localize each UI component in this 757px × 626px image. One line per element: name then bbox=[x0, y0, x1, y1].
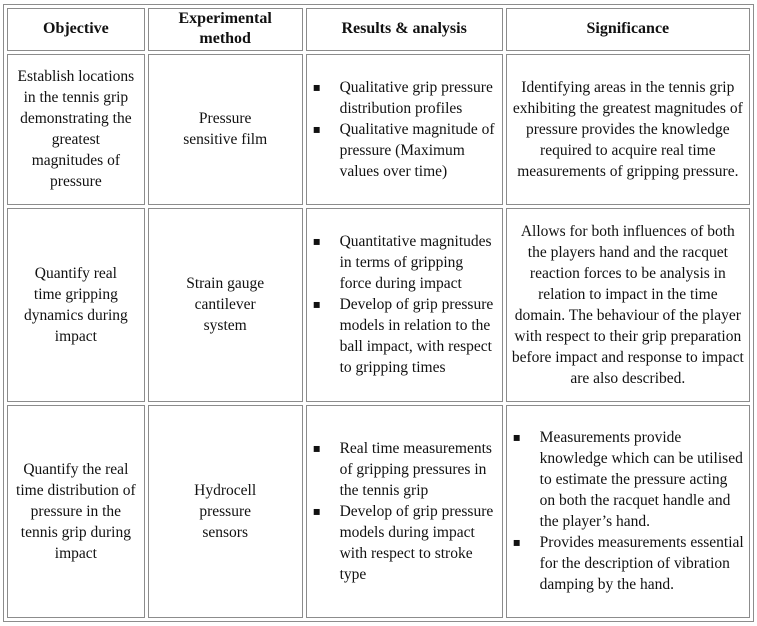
significance-cell: Identifying areas in the tennis grip exhibiting the greatest magnitudes of pressure provides the knowledge required to acquire real time measurements of gripping pressure. bbox=[506, 54, 750, 205]
significance-cell bbox=[506, 405, 750, 618]
table-row bbox=[7, 405, 750, 618]
table-row bbox=[7, 54, 750, 205]
result-bullet: ▪ Real time measurements of gripping pressures in the tennis grip bbox=[312, 438, 497, 501]
objective-cell: Quantify real time gripping dynamics during impact bbox=[7, 208, 145, 402]
method-cell: Strain gauge cantilever system bbox=[148, 208, 303, 402]
objective-cell: Establish locations in the tennis grip demonstrating the greatest magnitudes of pressure bbox=[7, 54, 145, 205]
significance-bullet: ▪ Provides measurements essential for the description of vibration damping by the hand. bbox=[512, 532, 744, 595]
header-significance: Significance bbox=[506, 8, 750, 51]
significance-bullet: ▪ Measurements provide knowledge which can be utilised to estimate the pressure acting on both the racquet handle and the player’s hand. bbox=[512, 427, 744, 532]
results-cell bbox=[306, 405, 503, 618]
result-bullet: ▪ Qualitative grip pressure distribution profiles bbox=[312, 77, 497, 119]
significance-cell: Allows for both influences of both the players hand and the racquet reaction forces to be analysis in relation to impact in the time domain. The behaviour of the player with respect to their grip preparation before impact and response to impact are also described. bbox=[506, 208, 750, 402]
results-cell bbox=[306, 208, 503, 402]
summary-table bbox=[3, 4, 754, 622]
objective-cell: Quantify the real time distribution of pressure in the tennis grip during impact bbox=[7, 405, 145, 618]
method-cell: Hydrocell pressure sensors bbox=[148, 405, 303, 618]
header-row bbox=[7, 8, 750, 51]
result-bullet: ▪ Qualitative magnitude of pressure (Maximum values over time) bbox=[312, 119, 497, 182]
result-bullet: ▪ Develop of grip pressure models in relation to the ball impact, with respect to gripping times bbox=[312, 294, 497, 378]
result-bullet: ▪ Develop of grip pressure models during impact with respect to stroke type bbox=[312, 501, 497, 585]
header-results-analysis: Results & analysis bbox=[306, 8, 503, 51]
result-bullet: ▪ Quantitative magnitudes in terms of gripping force during impact bbox=[312, 231, 497, 294]
method-cell: Pressure sensitive film bbox=[148, 54, 303, 205]
table-row bbox=[7, 208, 750, 402]
header-experimental-method: Experimental method bbox=[148, 8, 303, 51]
results-cell bbox=[306, 54, 503, 205]
header-objective: Objective bbox=[7, 8, 145, 51]
